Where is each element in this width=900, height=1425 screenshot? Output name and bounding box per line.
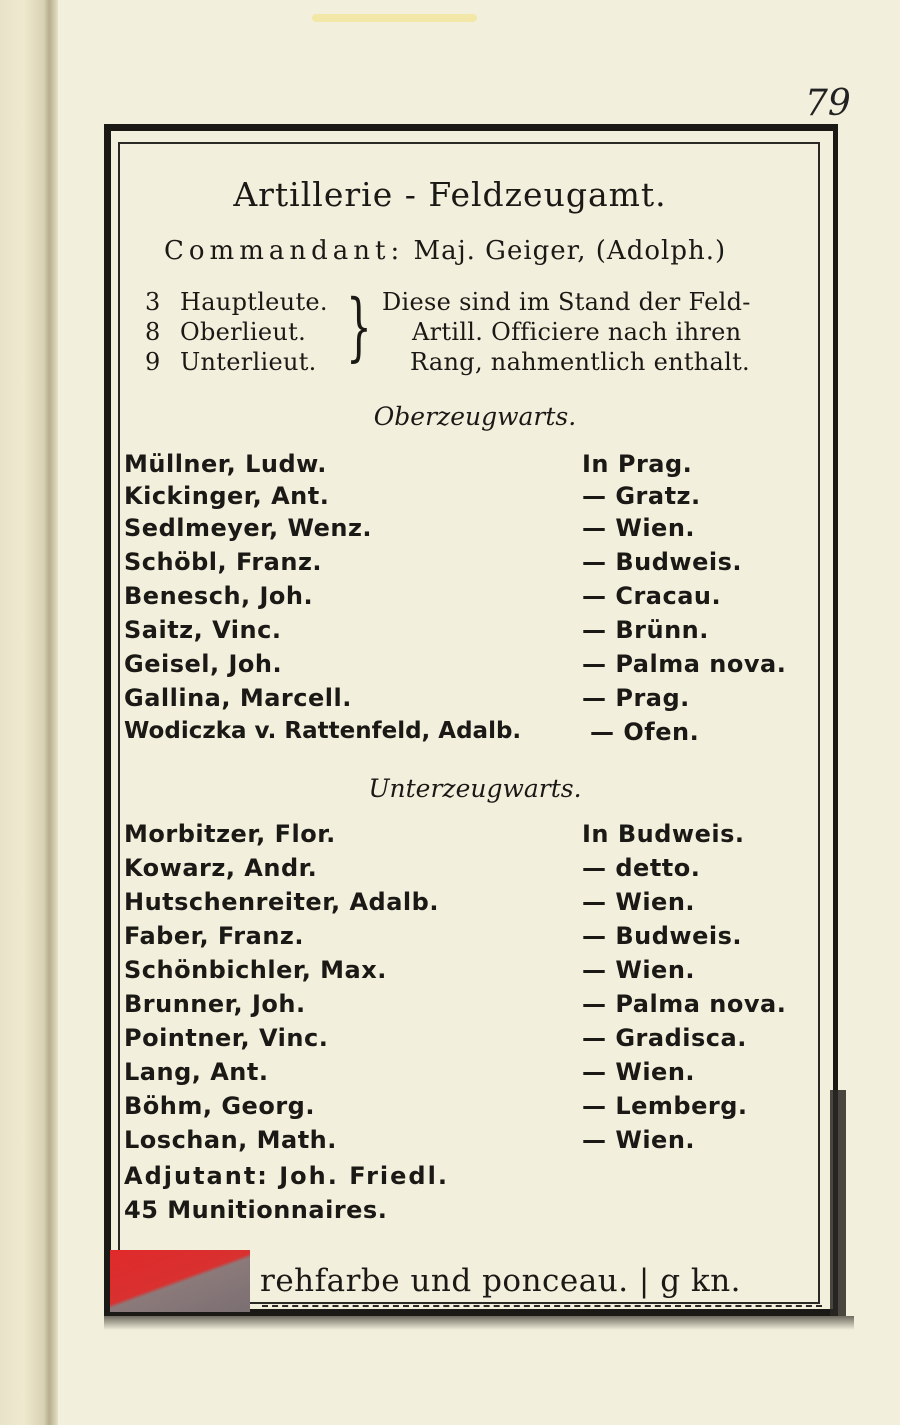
- list-item-name: Faber, Franz.: [124, 922, 304, 950]
- list-item-name: Wodiczka v. Rattenfeld, Adalb.: [124, 718, 522, 744]
- list-item-name: Brunner, Joh.: [124, 990, 306, 1018]
- list-item-name: Müllner, Ludw.: [124, 450, 327, 478]
- list-item-name: Schöbl, Franz.: [124, 548, 323, 576]
- commandant-value: Maj. Geiger, (Adolph.): [413, 236, 727, 266]
- list-item-name: Geisel, Joh.: [124, 650, 283, 678]
- count-number: 9: [145, 348, 161, 376]
- list-item-name: Kowarz, Andr.: [124, 854, 318, 882]
- list-item-name: Sedlmeyer, Wenz.: [124, 514, 373, 542]
- footer-rule: [262, 1305, 822, 1307]
- list-item-place: — Wien.: [582, 1126, 696, 1154]
- list-item-name: Pointner, Vinc.: [124, 1024, 329, 1052]
- list-item-place: — Wien.: [582, 956, 696, 984]
- count-number: 8: [145, 318, 161, 346]
- list-item-place: In Budweis.: [582, 820, 745, 848]
- munitionnaires-line: 45 Munitionnaires.: [124, 1196, 388, 1224]
- page-shadow: [830, 1090, 846, 1325]
- list-item-name: Hutschenreiter, Adalb.: [124, 888, 439, 916]
- count-rank: Unterlieut.: [180, 348, 317, 376]
- page-shadow-bottom: [104, 1316, 854, 1330]
- page-gutter: [0, 0, 58, 1425]
- section-heading-oberzeugwarts: Oberzeugwarts.: [373, 402, 577, 431]
- count-rank: Hauptleute.: [180, 288, 328, 316]
- list-item-place: — Wien.: [582, 888, 696, 916]
- list-item-name: Benesch, Joh.: [124, 582, 314, 610]
- list-item-name: Morbitzer, Flor.: [124, 820, 336, 848]
- list-item-place: — Gradisca.: [582, 1024, 747, 1052]
- list-item-name: Loschan, Math.: [124, 1126, 337, 1154]
- section-heading-unterzeugwarts: Unterzeugwarts.: [368, 774, 582, 803]
- list-item-place: — Palma nova.: [582, 650, 787, 678]
- list-item-place: — Wien.: [582, 1058, 696, 1086]
- curly-brace-icon: }: [346, 284, 372, 370]
- list-item-name: Schönbichler, Max.: [124, 956, 387, 984]
- adjutant-line: Adjutant: Joh. Friedl.: [124, 1162, 449, 1190]
- page-number: 79: [805, 83, 851, 124]
- list-item-place: — Budweis.: [582, 548, 742, 576]
- list-item-name: Kickinger, Ant.: [124, 482, 330, 510]
- count-note: Diese sind im Stand der Feld-: [382, 288, 751, 316]
- list-item-place: In Prag.: [582, 450, 693, 478]
- count-note: Artill. Officiere nach ihren: [412, 318, 742, 346]
- list-item-name: Saitz, Vinc.: [124, 616, 282, 644]
- commandant-line: [164, 238, 726, 264]
- list-item-place: — Palma nova.: [582, 990, 787, 1018]
- list-item-place: — Ofen.: [590, 718, 700, 746]
- list-item-place: — Brünn.: [582, 616, 709, 644]
- list-item-place: — Budweis.: [582, 922, 742, 950]
- list-item-name: Böhm, Georg.: [124, 1092, 315, 1120]
- list-item-place: — detto.: [582, 854, 701, 882]
- page-title: Artillerie - Feldzeugamt.: [233, 175, 667, 214]
- list-item-place: — Lemberg.: [582, 1092, 748, 1120]
- list-item-place: — Gratz.: [582, 482, 701, 510]
- uniform-colors-text: rehfarbe und ponceau. | g kn.: [260, 1263, 742, 1299]
- count-rank: Oberlieut.: [180, 318, 306, 346]
- list-item-name: Gallina, Marcell.: [124, 684, 352, 712]
- commandant-label: Commandant:: [164, 236, 405, 266]
- list-item-place: — Wien.: [582, 514, 696, 542]
- list-item-place: — Prag.: [582, 684, 690, 712]
- paper-stain: [312, 14, 477, 22]
- count-number: 3: [145, 288, 161, 316]
- uniform-color-swatch: [110, 1250, 250, 1312]
- list-item-name: Lang, Ant.: [124, 1058, 269, 1086]
- list-item-place: — Cracau.: [582, 582, 722, 610]
- count-note: Rang, nahmentlich enthalt.: [410, 348, 750, 376]
